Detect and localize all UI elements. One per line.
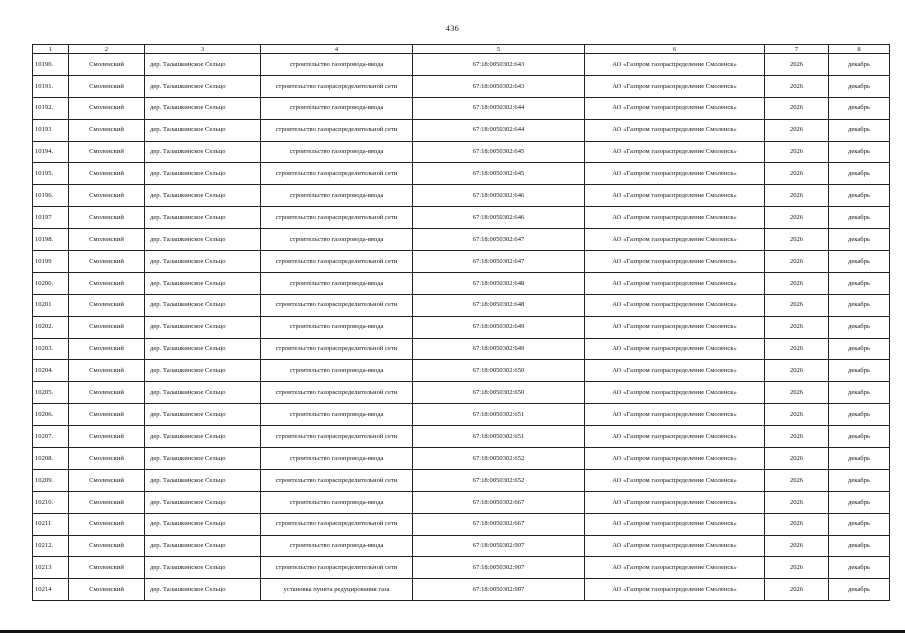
year-cell: 2026 [765,163,829,185]
month-cell: декабрь [829,251,890,273]
locality-cell: дер. Талашкинское Сельцо [145,469,261,491]
district-cell: Смоленский [69,404,145,426]
month-cell: декабрь [829,141,890,163]
district-cell: Смоленский [69,185,145,207]
work-type-cell: строительство газопровода-ввода [261,229,413,251]
cadastral-number-cell: 67:18:0050302:644 [413,97,585,119]
row-number-cell: 10210. [33,491,69,513]
table-row [33,448,890,470]
work-type-cell: строительство газопровода-ввода [261,448,413,470]
row-number-cell: 10211 [33,513,69,535]
month-cell: декабрь [829,448,890,470]
month-cell: декабрь [829,426,890,448]
work-type-cell: строительство газораспределительной сети [261,426,413,448]
cadastral-number-cell: 67:18:0050302:649 [413,338,585,360]
work-type-cell: строительство газопровода-ввода [261,360,413,382]
year-cell: 2026 [765,579,829,601]
month-cell: декабрь [829,272,890,294]
locality-cell: дер. Талашкинское Сельцо [145,404,261,426]
district-cell: Смоленский [69,251,145,273]
locality-cell: дер. Талашкинское Сельцо [145,557,261,579]
district-cell: Смоленский [69,316,145,338]
column-header-8: 8 [829,45,890,54]
organization-cell: АО «Газпром газораспределение Смоленск» [585,360,765,382]
district-cell: Смоленский [69,54,145,76]
row-number-cell: 10196. [33,185,69,207]
row-number-cell: 10201 [33,294,69,316]
year-cell: 2026 [765,119,829,141]
organization-cell: АО «Газпром газораспределение Смоленск» [585,316,765,338]
work-type-cell: строительство газораспределительной сети [261,469,413,491]
table-row [33,294,890,316]
cadastral-number-cell: 67:18:0050302:649 [413,316,585,338]
work-type-cell: строительство газораспределительной сети [261,513,413,535]
year-cell: 2026 [765,316,829,338]
district-cell: Смоленский [69,229,145,251]
district-cell: Смоленский [69,557,145,579]
organization-cell: АО «Газпром газораспределение Смоленск» [585,75,765,97]
work-type-cell: строительство газораспределительной сети [261,557,413,579]
cadastral-number-cell: 67:18:0050302:643 [413,54,585,76]
locality-cell: дер. Талашкинское Сельцо [145,491,261,513]
organization-cell: АО «Газпром газораспределение Смоленск» [585,469,765,491]
cadastral-number-cell: 67:18:0050302:650 [413,382,585,404]
work-type-cell: установка пункта редуцирования газа [261,579,413,601]
row-number-cell: 10213 [33,557,69,579]
table-row [33,251,890,273]
locality-cell: дер. Талашкинское Сельцо [145,535,261,557]
work-type-cell: строительство газораспределительной сети [261,163,413,185]
column-header-3: 3 [145,45,261,54]
district-cell: Смоленский [69,141,145,163]
organization-cell: АО «Газпром газораспределение Смоленск» [585,119,765,141]
month-cell: декабрь [829,491,890,513]
work-type-cell: строительство газопровода-ввода [261,97,413,119]
district-cell: Смоленский [69,207,145,229]
organization-cell: АО «Газпром газораспределение Смоленск» [585,229,765,251]
table-row [33,491,890,513]
month-cell: декабрь [829,469,890,491]
month-cell: декабрь [829,97,890,119]
cadastral-number-cell: 67:18:0050302:667 [413,491,585,513]
work-type-cell: строительство газораспределительной сети [261,207,413,229]
table-row [33,382,890,404]
district-cell: Смоленский [69,360,145,382]
year-cell: 2026 [765,513,829,535]
locality-cell: дер. Талашкинское Сельцо [145,141,261,163]
district-cell: Смоленский [69,272,145,294]
table-row [33,338,890,360]
district-cell: Смоленский [69,491,145,513]
month-cell: декабрь [829,163,890,185]
organization-cell: АО «Газпром газораспределение Смоленск» [585,185,765,207]
month-cell: декабрь [829,338,890,360]
table-row [33,185,890,207]
district-cell: Смоленский [69,382,145,404]
month-cell: декабрь [829,535,890,557]
row-number-cell: 10192. [33,97,69,119]
work-type-cell: строительство газопровода-ввода [261,141,413,163]
row-number-cell: 10208. [33,448,69,470]
year-cell: 2026 [765,469,829,491]
bottom-edge-rule [0,630,905,633]
row-number-cell: 10206. [33,404,69,426]
row-number-cell: 10214 [33,579,69,601]
work-type-cell: строительство газораспределительной сети [261,382,413,404]
cadastral-number-cell: 67:18:0050302:652 [413,448,585,470]
cadastral-number-cell: 67:18:0050302:645 [413,141,585,163]
district-cell: Смоленский [69,535,145,557]
table-row [33,272,890,294]
work-type-cell: строительство газораспределительной сети [261,75,413,97]
locality-cell: дер. Талашкинское Сельцо [145,54,261,76]
locality-cell: дер. Талашкинское Сельцо [145,338,261,360]
locality-cell: дер. Талашкинское Сельцо [145,360,261,382]
organization-cell: АО «Газпром газораспределение Смоленск» [585,294,765,316]
table-row [33,97,890,119]
year-cell: 2026 [765,382,829,404]
month-cell: декабрь [829,360,890,382]
page-number: 436 [445,24,460,33]
table-row [33,141,890,163]
row-number-cell: 10194. [33,141,69,163]
table-row [33,119,890,141]
cadastral-number-cell: 67:18:0050302:644 [413,119,585,141]
locality-cell: дер. Талашкинское Сельцо [145,119,261,141]
year-cell: 2026 [765,272,829,294]
work-type-cell: строительство газораспределительной сети [261,251,413,273]
district-cell: Смоленский [69,513,145,535]
work-type-cell: строительство газопровода-ввода [261,54,413,76]
organization-cell: АО «Газпром газораспределение Смоленск» [585,141,765,163]
work-type-cell: строительство газораспределительной сети [261,119,413,141]
row-number-cell: 10190. [33,54,69,76]
year-cell: 2026 [765,141,829,163]
cadastral-number-cell: 67:18:0050302:652 [413,469,585,491]
work-type-cell: строительство газопровода-ввода [261,272,413,294]
cadastral-number-cell: 67:18:0050302:651 [413,426,585,448]
district-cell: Смоленский [69,426,145,448]
month-cell: декабрь [829,119,890,141]
year-cell: 2026 [765,491,829,513]
row-number-cell: 10199 [33,251,69,273]
locality-cell: дер. Талашкинское Сельцо [145,426,261,448]
organization-cell: АО «Газпром газораспределение Смоленск» [585,207,765,229]
locality-cell: дер. Талашкинское Сельцо [145,97,261,119]
work-type-cell: строительство газопровода-ввода [261,185,413,207]
district-cell: Смоленский [69,294,145,316]
district-cell: Смоленский [69,75,145,97]
district-cell: Смоленский [69,579,145,601]
cadastral-number-cell: 67:18:0050302:650 [413,360,585,382]
year-cell: 2026 [765,404,829,426]
table-row [33,535,890,557]
column-number-header-row [33,45,890,54]
organization-cell: АО «Газпром газораспределение Смоленск» [585,557,765,579]
organization-cell: АО «Газпром газораспределение Смоленск» [585,426,765,448]
organization-cell: АО «Газпром газораспределение Смоленск» [585,163,765,185]
locality-cell: дер. Талашкинское Сельцо [145,75,261,97]
cadastral-number-cell: 67:18:0050302:907 [413,579,585,601]
year-cell: 2026 [765,360,829,382]
table-row [33,557,890,579]
table-row [33,579,890,601]
year-cell: 2026 [765,54,829,76]
row-number-cell: 10209. [33,469,69,491]
year-cell: 2026 [765,535,829,557]
year-cell: 2026 [765,426,829,448]
table-row [33,229,890,251]
organization-cell: АО «Газпром газораспределение Смоленск» [585,491,765,513]
cadastral-number-cell: 67:18:0050302:648 [413,294,585,316]
month-cell: декабрь [829,557,890,579]
row-number-cell: 10207. [33,426,69,448]
locality-cell: дер. Талашкинское Сельцо [145,251,261,273]
cadastral-number-cell: 67:18:0050302:648 [413,272,585,294]
table-row [33,316,890,338]
column-header-5: 5 [413,45,585,54]
district-cell: Смоленский [69,97,145,119]
row-number-cell: 10212. [33,535,69,557]
row-number-cell: 10195. [33,163,69,185]
table-row [33,75,890,97]
column-header-7: 7 [765,45,829,54]
year-cell: 2026 [765,557,829,579]
work-type-cell: строительство газопровода-ввода [261,404,413,426]
locality-cell: дер. Талашкинское Сельцо [145,316,261,338]
locality-cell: дер. Талашкинское Сельцо [145,579,261,601]
organization-cell: АО «Газпром газораспределение Смоленск» [585,251,765,273]
district-cell: Смоленский [69,119,145,141]
organization-cell: АО «Газпром газораспределение Смоленск» [585,338,765,360]
cadastral-number-cell: 67:18:0050302:667 [413,513,585,535]
table-row [33,163,890,185]
locality-cell: дер. Талашкинское Сельцо [145,185,261,207]
locality-cell: дер. Талашкинское Сельцо [145,272,261,294]
work-type-cell: строительство газопровода-ввода [261,491,413,513]
row-number-cell: 10205. [33,382,69,404]
column-header-2: 2 [69,45,145,54]
district-cell: Смоленский [69,469,145,491]
cadastral-number-cell: 67:18:0050302:907 [413,535,585,557]
row-number-cell: 10197 [33,207,69,229]
organization-cell: АО «Газпром газораспределение Смоленск» [585,97,765,119]
work-type-cell: строительство газопровода-ввода [261,316,413,338]
locality-cell: дер. Талашкинское Сельцо [145,294,261,316]
year-cell: 2026 [765,229,829,251]
cadastral-number-cell: 67:18:0050302:646 [413,185,585,207]
year-cell: 2026 [765,97,829,119]
locality-cell: дер. Талашкинское Сельцо [145,229,261,251]
organization-cell: АО «Газпром газораспределение Смоленск» [585,535,765,557]
year-cell: 2026 [765,185,829,207]
table-row [33,54,890,76]
month-cell: декабрь [829,54,890,76]
row-number-cell: 10204. [33,360,69,382]
month-cell: декабрь [829,185,890,207]
cadastral-number-cell: 67:18:0050302:651 [413,404,585,426]
table-body [33,54,890,601]
row-number-cell: 10200. [33,272,69,294]
month-cell: декабрь [829,294,890,316]
locality-cell: дер. Талашкинское Сельцо [145,448,261,470]
organization-cell: АО «Газпром газораспределение Смоленск» [585,579,765,601]
month-cell: декабрь [829,229,890,251]
year-cell: 2026 [765,251,829,273]
row-number-cell: 10203. [33,338,69,360]
gasification-schedule-table [32,44,890,601]
row-number-cell: 10193 [33,119,69,141]
month-cell: декабрь [829,382,890,404]
locality-cell: дер. Талашкинское Сельцо [145,513,261,535]
month-cell: декабрь [829,513,890,535]
work-type-cell: строительство газораспределительной сети [261,338,413,360]
work-type-cell: строительство газораспределительной сети [261,294,413,316]
organization-cell: АО «Газпром газораспределение Смоленск» [585,54,765,76]
row-number-cell: 10191. [33,75,69,97]
cadastral-number-cell: 67:18:0050302:645 [413,163,585,185]
cadastral-number-cell: 67:18:0050302:646 [413,207,585,229]
column-header-1: 1 [33,45,69,54]
district-cell: Смоленский [69,448,145,470]
table-row [33,404,890,426]
month-cell: декабрь [829,75,890,97]
district-cell: Смоленский [69,338,145,360]
month-cell: декабрь [829,207,890,229]
column-header-4: 4 [261,45,413,54]
cadastral-number-cell: 67:18:0050302:647 [413,251,585,273]
work-type-cell: строительство газопровода-ввода [261,535,413,557]
organization-cell: АО «Газпром газораспределение Смоленск» [585,448,765,470]
year-cell: 2026 [765,75,829,97]
cadastral-number-cell: 67:18:0050302:647 [413,229,585,251]
organization-cell: АО «Газпром газораспределение Смоленск» [585,513,765,535]
year-cell: 2026 [765,294,829,316]
row-number-cell: 10198. [33,229,69,251]
organization-cell: АО «Газпром газораспределение Смоленск» [585,404,765,426]
table-row [33,360,890,382]
table-row [33,469,890,491]
cadastral-number-cell: 67:18:0050302:643 [413,75,585,97]
organization-cell: АО «Газпром газораспределение Смоленск» [585,272,765,294]
month-cell: декабрь [829,316,890,338]
locality-cell: дер. Талашкинское Сельцо [145,382,261,404]
table-row [33,426,890,448]
row-number-cell: 10202. [33,316,69,338]
organization-cell: АО «Газпром газораспределение Смоленск» [585,382,765,404]
cadastral-number-cell: 67:18:0050302:907 [413,557,585,579]
column-header-6: 6 [585,45,765,54]
year-cell: 2026 [765,448,829,470]
table-row [33,513,890,535]
month-cell: декабрь [829,404,890,426]
table-row [33,207,890,229]
year-cell: 2026 [765,338,829,360]
month-cell: декабрь [829,579,890,601]
locality-cell: дер. Талашкинское Сельцо [145,207,261,229]
locality-cell: дер. Талашкинское Сельцо [145,163,261,185]
year-cell: 2026 [765,207,829,229]
district-cell: Смоленский [69,163,145,185]
